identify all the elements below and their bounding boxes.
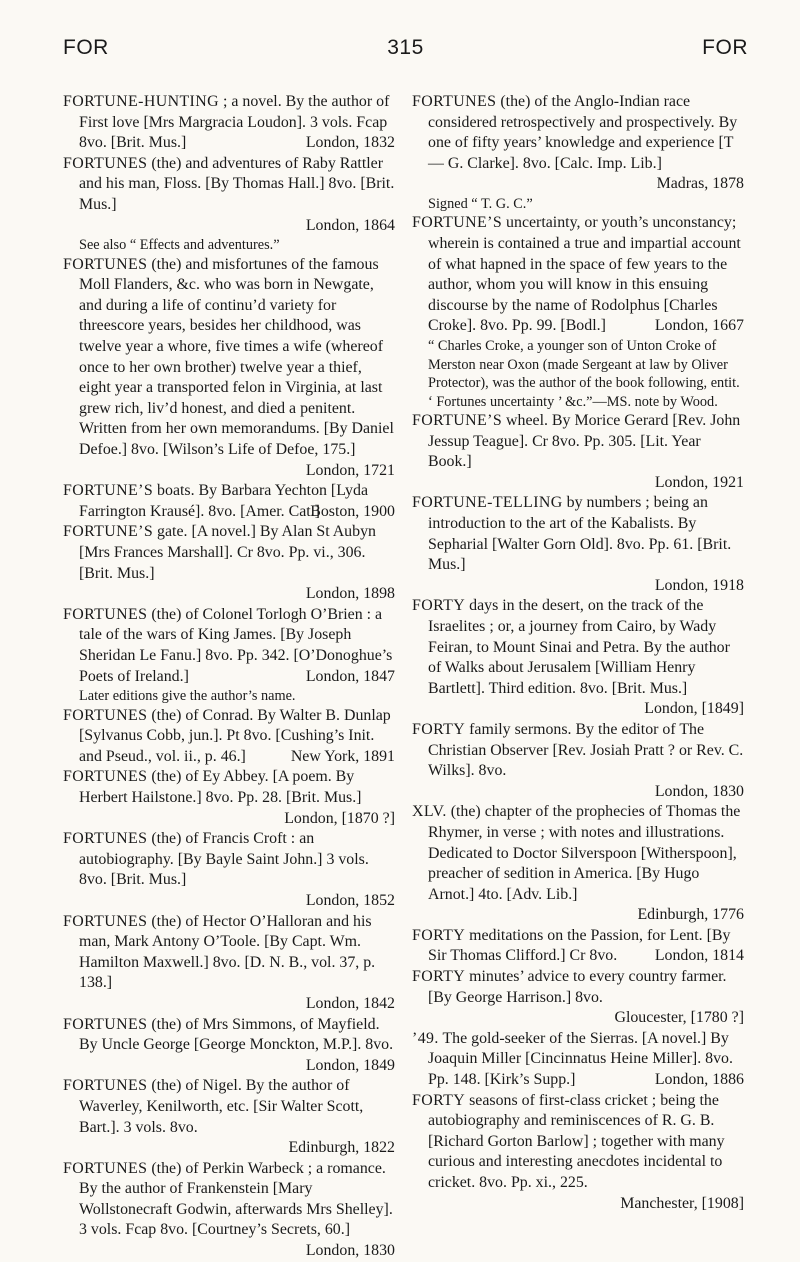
left-column (63, 92, 395, 1262)
entry-imprint: London, 1832 (305, 134, 395, 152)
entry-headword: FORTUNES (63, 706, 148, 724)
entry-headword: FORTUNES (412, 93, 497, 110)
entry-headword: FORTUNES (63, 1077, 148, 1095)
entry-text: (the) of Francis Croft : an autobiography. [By Bayle Saint John.] 3 vols. 8vo. [Brit. Mus.] (79, 830, 369, 889)
entry-imprint: London, 1849 (305, 1056, 395, 1074)
entry-text: wheel. By Morice Gerard [Rev. John Jessup Teague]. Cr 8vo. Pp. 305. [Lit. Year Book.] (428, 412, 741, 471)
entry-imprint: London, 1852 (305, 891, 395, 909)
entry-imprint: London, 1864 (305, 216, 395, 234)
entry-text: meditations on the Passion, for Lent. [By Sir Thomas Clifford.] Cr 8vo. (428, 926, 731, 965)
bibliography-entry (412, 213, 744, 411)
bibliography-entry (412, 92, 744, 213)
entry-text: (the) of Ey Abbey. [A poem. By Herbert Hailstone.] 8vo. Pp. 28. [Brit. Mus.] (79, 768, 362, 806)
entry-note: See also “ Effects and adventures.” (79, 237, 280, 254)
entry-imprint: London, 1721 (305, 461, 395, 479)
entry-headword: FORTUNE’S (412, 214, 503, 232)
entry-imprint: London, 1830 (654, 782, 744, 800)
running-head-left: FOR (63, 36, 109, 59)
bibliography-entry (412, 802, 744, 926)
entry-imprint: London, 1847 (305, 667, 395, 685)
entry-text: (the) of Hector O’Halloran and his man, Mark Antony O’Toole. [By Capt. Wm. Hamilton Maxwell.] 8vo. [D. N. B., vol. 37, p. 138.] (79, 912, 376, 992)
entry-imprint: Gloucester, [1780 ?] (614, 1009, 744, 1027)
entry-headword: FORTUNE’S (63, 482, 154, 500)
entry-headword: FORTY (412, 1091, 466, 1109)
bibliography-entry (63, 706, 395, 768)
entry-text: (the) of Colonel Torlogh O’Brien : a tale of the wars of King James. [By Joseph Sheridan Le Fanu.] 8vo. Pp. 342. [O’Donoghue’s Poets of Ireland.] (79, 605, 393, 685)
entry-headword: FORTUNE-HUNTING (63, 93, 219, 110)
bibliography-entry (63, 767, 395, 829)
entry-headword: FORTUNES (63, 255, 148, 273)
entry-text: gate. [A novel.] By Alan St Aubyn [Mrs Frances Marshall]. Cr 8vo. Pp. vi., 306. [Brit. Mus.] (79, 523, 376, 582)
bibliography-entry (412, 926, 744, 967)
entry-headword: FORTY (412, 926, 466, 944)
entry-imprint: Boston, 1900 (310, 502, 395, 520)
entry-headword: FORTUNE-TELLING (412, 494, 563, 512)
right-column (412, 92, 744, 1214)
bibliography-entry (412, 493, 744, 596)
entry-imprint: London, 1842 (305, 994, 395, 1012)
entry-text: (the) of Perkin Warbeck ; a romance. By the author of Frankenstein [Mary Wollstonecraft Godwin, afterwards Mrs Shelley]. 3 vols. Fcap 8vo. [Courtney’s Secrets, 60.] (79, 1159, 393, 1239)
bibliography-entry (412, 1091, 744, 1215)
entry-headword: FORTUNES (63, 912, 148, 930)
entry-imprint: London, 1886 (654, 1071, 744, 1089)
bibliography-entry (63, 255, 395, 482)
bibliography-entry (412, 1029, 744, 1091)
page-header (63, 36, 748, 68)
entry-text: (the) and adventures of Raby Rattler and his man, Floss. [By Thomas Hall.] 8vo. [Brit. Mus.] (79, 154, 395, 213)
entry-headword: FORTY (412, 597, 466, 615)
bibliography-entry (412, 967, 744, 1029)
entry-imprint: Edinburgh, 1822 (288, 1139, 395, 1157)
entry-imprint: London, 1898 (305, 585, 395, 603)
bibliography-entry (63, 829, 395, 911)
entry-imprint: New York, 1891 (290, 747, 395, 765)
entry-text: boats. By Barbara Yechton [Lyda Farrington Krausé]. 8vo. [Amer. Cat.] (79, 482, 368, 520)
entry-text: minutes’ advice to every country farmer. [By George Harrison.] 8vo. (428, 968, 727, 1006)
entry-imprint: Madras, 1878 (656, 175, 744, 193)
entry-imprint: London, 1921 (654, 473, 744, 491)
entry-headword: FORTUNE’S (63, 523, 154, 541)
bibliography-entry (63, 1015, 395, 1077)
bibliography-entry (63, 912, 395, 1015)
entry-text: (the) chapter of the prophecies of Thomas the Rhymer, in verse ; with notes and illustrations. Dedicated to Doctor Silverspoon [Witherspoon], preacher of sedition in America. [By Hugo Arnot.] 4to. [Adv. Lib.] (428, 803, 741, 903)
bibliography-entry (63, 605, 395, 706)
entry-text: by numbers ; being an introduction to the art of the Kabalists. By Sepharial [Walter Gorn Old]. 8vo. Pp. 61. [Brit. Mus.] (428, 494, 732, 574)
entry-text: (the) of Nigel. By the author of Waverley, Kenilworth, etc. [Sir Walter Scott, Bart.]. 3 vols. 8vo. (79, 1077, 364, 1136)
entry-text: The gold-seeker of the Sierras. [A novel.] By Joaquin Miller [Cincinnatus Heine Miller]. 8vo. Pp. 148. [Kirk’s Supp.] (428, 1029, 733, 1089)
bibliography-entry (63, 1076, 395, 1158)
bibliography-entry (63, 1159, 395, 1262)
entry-headword: XLV. (412, 803, 447, 821)
entry-text: (the) of Mrs Simmons, of Mayfield. By Uncle George [George Monckton, M.P.]. 8vo. (79, 1015, 394, 1054)
entry-text: family sermons. By the editor of The Christian Observer [Rev. Josiah Pratt ? or Rev. C. Wilks]. 8vo. (428, 720, 744, 780)
page-number: 315 (387, 36, 424, 59)
entry-imprint: London, [1849] (644, 700, 744, 718)
entry-imprint: London, 1830 (305, 1242, 395, 1260)
entry-imprint: Manchester, [1908] (620, 1194, 744, 1212)
entry-imprint: London, 1918 (654, 576, 744, 594)
entry-headword: FORTY (412, 720, 466, 738)
entry-imprint: London, 1814 (654, 947, 744, 965)
entry-text: uncertainty, or youth’s unconstancy; wherein is contained a true and impartial account of what hapned in the space of few years to the author, whom you will know in this ensuing discourse by the name of Rodolphus [Charles Croke]. 8vo. Pp. 99. [Bodl.] (428, 214, 741, 335)
entry-headword: ’49. (412, 1029, 439, 1047)
entry-imprint: Edinburgh, 1776 (637, 906, 744, 924)
entry-text: (the) of Conrad. By Walter B. Dunlap [Sylvanus Cobb, jun.]. Pt 8vo. [Cushing’s Init. and Pseud., vol. ii., p. 46.] (79, 706, 391, 765)
entry-headword: FORTY (412, 968, 466, 986)
entry-note: “ Charles Croke, a younger son of Unton Croke of Merston near Oxon (made Sergeant at law by Oliver Protector), was the author of the book following, entit. ‘ Fortunes uncertainty ’ &c.”—MS. note by Wood. (428, 338, 740, 410)
entry-headword: FORTUNES (63, 768, 148, 786)
entry-headword: FORTUNES (63, 605, 148, 623)
entry-note: Later editions give the author’s name. (79, 688, 296, 705)
entry-text: days in the desert, on the track of the Israelites ; or, a journey from Cairo, by Wady Feiran, to Mount Sinai and Petra. By the author of Walks about Jerusalem [William Henry Bartlett]. Third edition. 8vo. [Brit. Mus.] (428, 597, 730, 697)
entry-note: Signed “ T. G. C.” (428, 195, 533, 212)
running-head-right: FOR (702, 36, 748, 59)
bibliography-entry (63, 481, 395, 522)
bibliography-entry (63, 92, 395, 154)
entry-headword: FORTUNES (63, 154, 148, 172)
bibliography-entry (63, 154, 395, 255)
bibliography-entry (63, 522, 395, 604)
entry-imprint: London, 1667 (654, 317, 744, 335)
entry-text: seasons of first-class cricket ; being the autobiography and reminiscences of R. G. B. [Richard Gorton Barlow] ; together with many curious and interesting anecdotes incidental to cricket. 8vo. Pp. xi., 225. (428, 1091, 725, 1191)
bibliography-entry (412, 411, 744, 493)
entry-text: ; a novel. By the author of First love [Mrs Margracia Loudon]. 3 vols. Fcap 8vo. [Brit. Mus.] (79, 93, 390, 152)
entry-imprint: London, [1870 ?] (284, 809, 395, 827)
entry-headword: FORTUNES (63, 830, 148, 848)
entry-text: (the) of the Anglo-Indian race considered retrospectively and prospectively. By one of fifty years’ knowledge and experience [T— G. Clarke]. 8vo. [Calc. Imp. Lib.] (428, 93, 738, 172)
bibliography-entry (412, 596, 744, 720)
entry-headword: FORTUNE’S (412, 412, 503, 430)
entry-text: (the) and misfortunes of the famous Moll Flanders, &c. who was born in Newgate, and during a life of continu’d variety for threescore years, besides her childhood, was twelve year a whore, five times a wife (whereof once to her own brother) twelve year a thief, eight year a transported felon in Virginia, at last grew rich, liv’d honest, and died a penitent. Written from her own memorandums. [By Daniel Defoe.] 8vo. [Wilson’s Life of Defoe, 175.] (79, 255, 394, 458)
entry-headword: FORTUNES (63, 1159, 148, 1177)
entry-headword: FORTUNES (63, 1015, 148, 1033)
bibliography-entry (412, 720, 744, 802)
